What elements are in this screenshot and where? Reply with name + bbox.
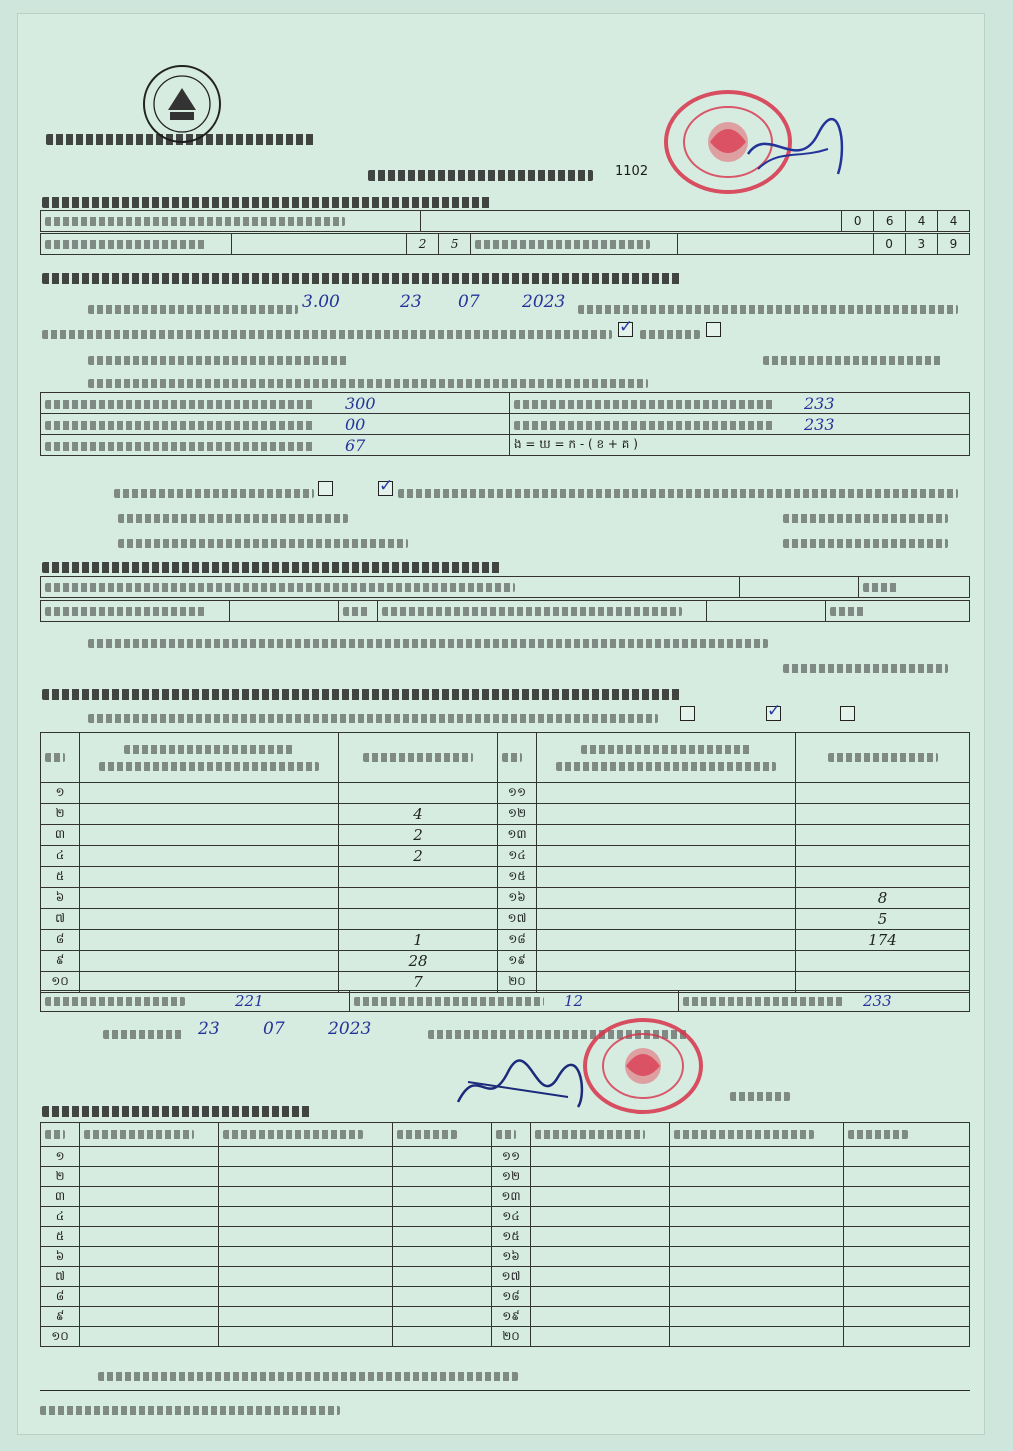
count-c-value: 67	[345, 435, 366, 455]
results-no-right: ១៥	[498, 867, 537, 888]
witness-party-left	[219, 1167, 393, 1187]
commune-value	[677, 234, 873, 255]
witness-col-name-left	[80, 1123, 219, 1147]
witness-party-right	[670, 1267, 844, 1287]
count-e-value: 233	[804, 414, 835, 434]
witness-row	[41, 1167, 970, 1187]
row1-code-3: 4	[938, 211, 970, 232]
witness-sign-right	[844, 1327, 970, 1347]
verification-year: 2023	[522, 292, 566, 312]
footer-note	[98, 1372, 518, 1381]
totals-table	[40, 990, 970, 1012]
difference-text	[114, 489, 314, 498]
complaints-row2-label	[41, 601, 230, 622]
witness-sign-right	[844, 1227, 970, 1247]
witness-sign-left	[393, 1247, 492, 1267]
complaints-table-2	[40, 600, 970, 622]
witness-row	[41, 1327, 970, 1347]
witness-col-party-right	[670, 1123, 844, 1147]
witness-no-left: ១០	[41, 1327, 80, 1347]
section4-checkbox-1[interactable]	[680, 706, 695, 721]
results-party-left	[80, 951, 339, 972]
witness-party-right	[670, 1287, 844, 1307]
results-no-left: ៦	[41, 888, 80, 909]
witness-no-left: ៥	[41, 1227, 80, 1247]
witness-no-left: ៦	[41, 1247, 80, 1267]
total-in-box-value: 233	[863, 992, 892, 1010]
witness-sign-left	[393, 1267, 492, 1287]
witness-sign-left	[393, 1147, 492, 1167]
row2-code-2: 9	[937, 234, 969, 255]
results-votes-right: 174	[796, 930, 970, 951]
witness-no-right: ១៤	[492, 1207, 531, 1227]
date-year: 2023	[328, 1019, 372, 1039]
witness-col-name-right	[531, 1123, 670, 1147]
witness-no-left: ១	[41, 1147, 80, 1167]
results-party-left	[80, 804, 339, 825]
seal-broken-checkbox[interactable]	[706, 322, 721, 337]
witness-sign-left	[393, 1287, 492, 1307]
count-b	[41, 414, 510, 435]
witness-sign-right	[844, 1247, 970, 1267]
results-votes-right	[796, 846, 970, 867]
section1-heading-line	[42, 197, 492, 208]
results-no-right: ១៦	[498, 888, 537, 909]
witness-party-left	[219, 1227, 393, 1247]
results-no-right: ២០	[498, 972, 537, 993]
results-party-right	[537, 783, 796, 804]
witness-no-left: ៣	[41, 1187, 80, 1207]
results-no-left: ៩	[41, 951, 80, 972]
results-col-party-right	[537, 733, 796, 783]
witness-name-left	[80, 1307, 219, 1327]
witness-no-right: ១៥	[492, 1227, 531, 1247]
complaints-table	[40, 576, 970, 598]
note2-label	[118, 514, 348, 523]
date-label	[103, 1030, 183, 1039]
witness-party-left	[219, 1147, 393, 1167]
witness-name-left	[80, 1327, 219, 1347]
witness-sign-right	[844, 1287, 970, 1307]
witness-row	[41, 1307, 970, 1327]
count-a-value: 300	[345, 393, 376, 413]
witness-no-left: ៨	[41, 1287, 80, 1307]
witness-name-left	[80, 1247, 219, 1267]
results-party-left	[80, 867, 339, 888]
results-row	[41, 867, 970, 888]
row2-label	[41, 234, 232, 255]
row1-value	[421, 211, 842, 232]
total-invalid	[350, 991, 679, 1012]
witness-party-right	[670, 1207, 844, 1227]
row1-code-2: 4	[906, 211, 938, 232]
results-row	[41, 783, 970, 804]
results-party-right	[537, 909, 796, 930]
witness-no-right: ១២	[492, 1167, 531, 1187]
results-no-left: ៣	[41, 825, 80, 846]
witness-name-right	[531, 1247, 670, 1267]
results-party-right	[537, 867, 796, 888]
results-no-left: ២	[41, 804, 80, 825]
witness-sign-left	[393, 1327, 492, 1347]
stamp-signature	[738, 114, 858, 184]
witness-col-no-left	[41, 1123, 80, 1147]
formula: ង = ឃ = ក - ( ខ + គ )	[510, 435, 970, 456]
results-party-right	[537, 930, 796, 951]
witness-sign-left	[393, 1307, 492, 1327]
witness-no-right: ២០	[492, 1327, 531, 1347]
verification-day: 23	[400, 292, 422, 312]
witness-no-right: ១៨	[492, 1287, 531, 1307]
section4-checkbox-2[interactable]	[766, 706, 781, 721]
note3-hint	[783, 539, 948, 548]
witness-party-right	[670, 1187, 844, 1207]
witness-party-left	[219, 1327, 393, 1347]
results-row	[41, 909, 970, 930]
witness-no-left: ៤	[41, 1207, 80, 1227]
witness-row	[41, 1147, 970, 1167]
results-votes-right	[796, 867, 970, 888]
results-party-right	[537, 888, 796, 909]
results-votes-right	[796, 783, 970, 804]
results-row	[41, 846, 970, 867]
results-party-left	[80, 783, 339, 804]
results-party-left	[80, 930, 339, 951]
count-d-value: 233	[804, 393, 835, 413]
results-col-no-right	[498, 733, 537, 783]
date-day: 23	[198, 1019, 220, 1039]
section2-heading-line	[42, 273, 682, 284]
title-line	[368, 170, 593, 181]
results-no-right: ១៨	[498, 930, 537, 951]
witness-no-right: ១៦	[492, 1247, 531, 1267]
difference-text-2	[398, 489, 958, 498]
count-b-value: 00	[345, 414, 366, 434]
note-hint	[763, 356, 943, 365]
section3-hint	[783, 664, 948, 673]
witness-sign-left	[393, 1227, 492, 1247]
results-no-right: ១៣	[498, 825, 537, 846]
witness-row	[41, 1207, 970, 1227]
witness-no-right: ១៣	[492, 1187, 531, 1207]
row2-province	[231, 234, 406, 255]
witness-sign-right	[844, 1267, 970, 1287]
witness-sign-left	[393, 1167, 492, 1187]
note-label	[88, 356, 348, 365]
count-d	[510, 393, 970, 414]
province-no-1: 5	[439, 234, 471, 255]
witness-name-right	[531, 1227, 670, 1247]
witness-party-left	[219, 1247, 393, 1267]
date-month: 07	[263, 1019, 285, 1039]
results-no-left: ៥	[41, 867, 80, 888]
results-votes-left: 1	[339, 930, 498, 951]
seal-broken-text	[640, 330, 700, 339]
witness-name-right	[531, 1307, 670, 1327]
witness-sign-right	[844, 1207, 970, 1227]
witness-name-right	[531, 1267, 670, 1287]
results-no-right: ១៩	[498, 951, 537, 972]
results-votes-left	[339, 867, 498, 888]
witness-name-left	[80, 1147, 219, 1167]
witness-party-left	[219, 1287, 393, 1307]
results-votes-right	[796, 825, 970, 846]
results-party-left	[80, 909, 339, 930]
results-votes-left	[339, 783, 498, 804]
results-party-right	[537, 825, 796, 846]
witness-row	[41, 1227, 970, 1247]
witness-name-left	[80, 1287, 219, 1307]
difference-no-checkbox[interactable]	[318, 481, 333, 496]
results-votes-right	[796, 804, 970, 825]
verification-month: 07	[458, 292, 480, 312]
witness-party-left	[219, 1307, 393, 1327]
complaints-row2b-unit	[826, 601, 970, 622]
results-votes-left	[339, 888, 498, 909]
results-no-right: ១២	[498, 804, 537, 825]
verification-text	[88, 305, 298, 314]
row1-label	[41, 211, 421, 232]
verification-text-3	[42, 330, 612, 339]
row1-code-0: 0	[842, 211, 874, 232]
total-valid	[41, 991, 350, 1012]
witness-name-right	[531, 1167, 670, 1187]
section1-table	[40, 210, 970, 232]
results-col-votes-right	[796, 733, 970, 783]
witness-name-right	[531, 1327, 670, 1347]
count-a	[41, 393, 510, 414]
complaints-row1-label	[41, 577, 740, 598]
witness-no-left: ៧	[41, 1267, 80, 1287]
count-e	[510, 414, 970, 435]
witness-col-party-left	[219, 1123, 393, 1147]
witness-col-sign-right	[844, 1123, 970, 1147]
complaints-row1-value	[740, 577, 859, 598]
section3-heading-line	[42, 562, 502, 573]
secretary-label	[730, 1092, 790, 1101]
witness-name-left	[80, 1187, 219, 1207]
witness-name-left	[80, 1227, 219, 1247]
witness-no-left: ២	[41, 1167, 80, 1187]
witness-row	[41, 1287, 970, 1307]
results-row	[41, 888, 970, 909]
witness-name-left	[80, 1207, 219, 1227]
row2-code-0: 0	[873, 234, 905, 255]
results-col-no-left	[41, 733, 80, 783]
results-no-left: ៤	[41, 846, 80, 867]
witness-row	[41, 1187, 970, 1207]
footer-divider	[40, 1390, 970, 1391]
results-party-left	[80, 846, 339, 867]
witness-no-right: ១៩	[492, 1307, 531, 1327]
results-votes-right	[796, 951, 970, 972]
results-votes-left: 2	[339, 825, 498, 846]
count-c	[41, 435, 510, 456]
complaints-row2-value	[230, 601, 339, 622]
total-valid-value: 221	[235, 992, 264, 1010]
results-row	[41, 825, 970, 846]
witness-row	[41, 1267, 970, 1287]
witness-party-left	[219, 1267, 393, 1287]
witness-sign-right	[844, 1147, 970, 1167]
section3-note	[88, 639, 768, 648]
results-col-votes-left	[339, 733, 498, 783]
results-votes-right: 5	[796, 909, 970, 930]
note3-label	[118, 539, 408, 548]
witness-name-right	[531, 1147, 670, 1167]
table-intro	[88, 379, 648, 388]
results-party-left	[80, 825, 339, 846]
results-no-left: ១	[41, 783, 80, 804]
results-votes-left: 2	[339, 846, 498, 867]
witness-row	[41, 1247, 970, 1267]
witness-party-right	[670, 1327, 844, 1347]
witness-col-no-right	[492, 1123, 531, 1147]
footer-form-line	[40, 1406, 340, 1415]
results-votes-left: 4	[339, 804, 498, 825]
complaints-row2b-label	[378, 601, 707, 622]
results-table	[40, 732, 970, 993]
witness-name-right	[531, 1187, 670, 1207]
witness-sign-right	[844, 1167, 970, 1187]
witness-party-left	[219, 1187, 393, 1207]
witness-sign-left	[393, 1207, 492, 1227]
results-no-right: ១១	[498, 783, 537, 804]
results-party-right	[537, 846, 796, 867]
total-in-box	[679, 991, 970, 1012]
witness-name-right	[531, 1287, 670, 1307]
results-votes-left: 28	[339, 951, 498, 972]
section4-note	[88, 714, 658, 723]
results-votes-left: 7	[339, 972, 498, 993]
witness-party-right	[670, 1247, 844, 1267]
verification-time: 3.00	[302, 292, 340, 312]
witness-sign-right	[844, 1187, 970, 1207]
results-no-left: ៧	[41, 909, 80, 930]
section4-heading-line	[42, 689, 682, 700]
section4-checkbox-3[interactable]	[840, 706, 855, 721]
results-row	[41, 951, 970, 972]
complaints-row2b-value	[707, 601, 826, 622]
witness-party-right	[670, 1227, 844, 1247]
verification-text-2	[578, 305, 958, 314]
commission-line	[46, 134, 316, 145]
seal-intact-checkbox[interactable]	[618, 322, 633, 337]
results-no-left: ១០	[41, 972, 80, 993]
form-sheet	[18, 14, 984, 1434]
row2-code-1: 3	[905, 234, 937, 255]
results-votes-right: 8	[796, 888, 970, 909]
form-number: 1102	[615, 164, 649, 179]
counts-table	[40, 392, 970, 456]
witness-party-right	[670, 1147, 844, 1167]
witness-sign-right	[844, 1307, 970, 1327]
section1-table-row2	[40, 233, 970, 255]
note2-hint	[783, 514, 948, 523]
witness-sign-left	[393, 1187, 492, 1207]
witness-name-left	[80, 1167, 219, 1187]
results-party-right	[537, 804, 796, 825]
witness-party-left	[219, 1207, 393, 1227]
province-no-0: 2	[406, 234, 438, 255]
results-row	[41, 930, 970, 951]
results-party-left	[80, 888, 339, 909]
results-votes-left	[339, 909, 498, 930]
results-no-right: ១៤	[498, 846, 537, 867]
row1-code-1: 6	[874, 211, 906, 232]
complaints-row1-unit	[859, 577, 970, 598]
results-party-right	[537, 951, 796, 972]
witness-table	[40, 1122, 970, 1347]
witness-party-right	[670, 1167, 844, 1187]
witness-no-right: ១៧	[492, 1267, 531, 1287]
witness-no-left: ៩	[41, 1307, 80, 1327]
chair-signature	[448, 1052, 598, 1122]
witness-name-right	[531, 1207, 670, 1227]
total-invalid-value: 12	[564, 992, 584, 1010]
complaints-row2-unit	[339, 601, 378, 622]
section5-heading-line	[42, 1106, 312, 1117]
results-row	[41, 804, 970, 825]
witness-name-left	[80, 1267, 219, 1287]
witness-col-sign-left	[393, 1123, 492, 1147]
difference-yes-checkbox[interactable]	[378, 481, 393, 496]
results-col-party-left	[80, 733, 339, 783]
commune-label	[471, 234, 677, 255]
results-no-right: ១៧	[498, 909, 537, 930]
witness-party-right	[670, 1307, 844, 1327]
results-no-left: ៨	[41, 930, 80, 951]
witness-no-right: ១១	[492, 1147, 531, 1167]
